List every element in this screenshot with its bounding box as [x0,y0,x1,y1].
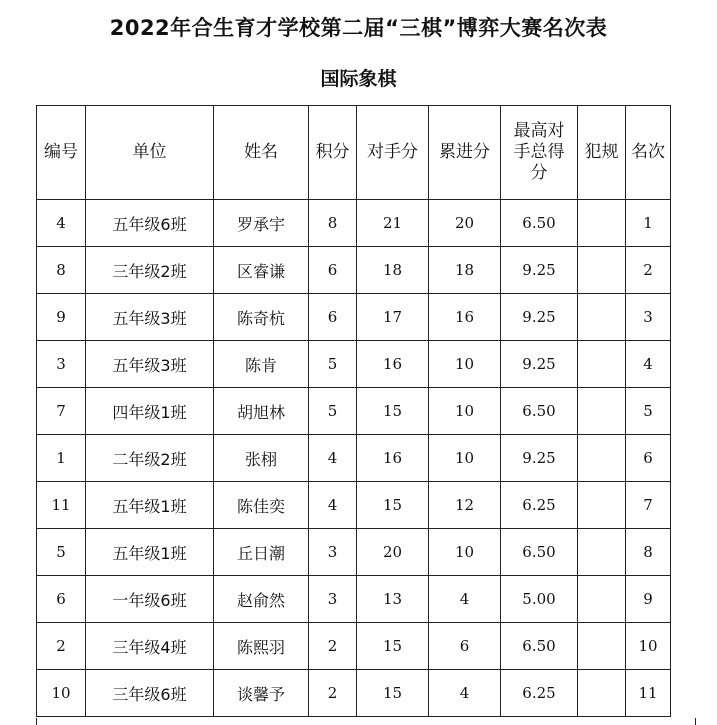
cell-unit: 三年级6班 [86,670,214,717]
cell-name: 罗承宇 [214,200,309,247]
cell-rank: 4 [626,341,671,388]
cell-opponent-score: 15 [357,670,429,717]
table-row [37,294,671,341]
header-fouls: 犯规 [578,106,626,200]
cell-fouls [578,576,626,623]
cell-opponent-score: 15 [357,388,429,435]
cell-unit: 二年级2班 [86,435,214,482]
cell-cumulative-score: 6 [429,623,501,670]
cell-points: 6 [309,247,357,294]
cell-fouls [578,482,626,529]
cell-cumulative-score: 10 [429,341,501,388]
cell-cumulative-score: 10 [429,388,501,435]
cell-number: 10 [37,670,86,717]
cell-name: 赵俞然 [214,576,309,623]
cell-unit: 三年级2班 [86,247,214,294]
cell-name: 胡旭林 [214,388,309,435]
cell-number: 7 [37,388,86,435]
cell-unit: 五年级1班 [86,482,214,529]
cell-number: 9 [37,294,86,341]
cell-points: 8 [309,200,357,247]
cell-cumulative-score: 4 [429,670,501,717]
table-row [37,388,671,435]
cell-unit: 五年级3班 [86,294,214,341]
cell-rank: 1 [626,200,671,247]
cell-unit: 三年级4班 [86,623,214,670]
cell-rank: 2 [626,247,671,294]
cell-opponent-score: 16 [357,341,429,388]
cell-name: 陈佳奕 [214,482,309,529]
cell-number: 4 [37,200,86,247]
cell-max-opponent-score: 6.50 [501,529,578,576]
cell-fouls [578,341,626,388]
cell-cumulative-score: 18 [429,247,501,294]
cell-name: 丘日潮 [214,529,309,576]
cell-fouls [578,247,626,294]
cell-name: 陈奇杭 [214,294,309,341]
cell-rank: 10 [626,623,671,670]
cell-points: 5 [309,388,357,435]
cell-opponent-score: 20 [357,529,429,576]
cell-number: 2 [37,623,86,670]
cell-rank: 11 [626,670,671,717]
cell-unit: 五年级6班 [86,200,214,247]
cell-number: 6 [37,576,86,623]
ranking-table [36,105,671,717]
cell-number: 8 [37,247,86,294]
cell-fouls [578,670,626,717]
cell-fouls [578,623,626,670]
cell-fouls [578,200,626,247]
header-points: 积分 [309,106,357,200]
cell-cumulative-score: 10 [429,529,501,576]
cell-fouls [578,435,626,482]
cell-opponent-score: 13 [357,576,429,623]
cell-unit: 四年级1班 [86,388,214,435]
cell-fouls [578,529,626,576]
table-row [37,341,671,388]
cell-opponent-score: 18 [357,247,429,294]
cell-max-opponent-score: 6.25 [501,670,578,717]
cell-fouls [578,388,626,435]
cell-rank: 9 [626,576,671,623]
header-rank: 名次 [626,106,671,200]
cell-points: 6 [309,294,357,341]
cell-max-opponent-score: 6.50 [501,623,578,670]
cell-name: 陈肯 [214,341,309,388]
cell-points: 3 [309,576,357,623]
cell-points: 2 [309,623,357,670]
cell-name: 谈馨予 [214,670,309,717]
cell-cumulative-score: 16 [429,294,501,341]
cell-opponent-score: 21 [357,200,429,247]
cell-points: 2 [309,670,357,717]
table-continuation [36,718,696,725]
table-row [37,482,671,529]
cell-max-opponent-score: 6.50 [501,200,578,247]
cell-number: 3 [37,341,86,388]
cell-name: 陈熙羽 [214,623,309,670]
cell-cumulative-score: 12 [429,482,501,529]
cell-max-opponent-score: 6.50 [501,388,578,435]
cell-rank: 7 [626,482,671,529]
cell-cumulative-score: 10 [429,435,501,482]
cell-unit: 五年级3班 [86,341,214,388]
cell-opponent-score: 17 [357,294,429,341]
cell-rank: 5 [626,388,671,435]
cell-rank: 6 [626,435,671,482]
table-row [37,529,671,576]
document-title: 2022年合生育才学校第二届“三棋”博弈大赛名次表 [109,16,608,40]
cell-number: 11 [37,482,86,529]
cell-cumulative-score: 20 [429,200,501,247]
cell-cumulative-score: 4 [429,576,501,623]
table-row [37,247,671,294]
header-number: 编号 [37,106,86,200]
cell-points: 4 [309,435,357,482]
cell-max-opponent-score: 9.25 [501,247,578,294]
cell-unit: 五年级1班 [86,529,214,576]
cell-name: 区睿谦 [214,247,309,294]
cell-rank: 8 [626,529,671,576]
cell-name: 张栩 [214,435,309,482]
cell-number: 1 [37,435,86,482]
cell-max-opponent-score: 9.25 [501,341,578,388]
cell-opponent-score: 16 [357,435,429,482]
cell-points: 4 [309,482,357,529]
table-row [37,576,671,623]
cell-rank: 3 [626,294,671,341]
cell-max-opponent-score: 6.25 [501,482,578,529]
cell-points: 3 [309,529,357,576]
header-unit: 单位 [86,106,214,200]
header-cumulative-score: 累进分 [429,106,501,200]
table-row [37,670,671,717]
header-max-opponent-score: 最高对手总得分 [501,106,578,200]
table-header-row [37,106,671,200]
cell-max-opponent-score: 9.25 [501,435,578,482]
table-row [37,200,671,247]
document-subtitle: 国际象棋 [320,68,397,90]
cell-number: 5 [37,529,86,576]
header-name: 姓名 [214,106,309,200]
cell-fouls [578,294,626,341]
header-opponent-score: 对手分 [357,106,429,200]
cell-points: 5 [309,341,357,388]
cell-max-opponent-score: 9.25 [501,294,578,341]
cell-max-opponent-score: 5.00 [501,576,578,623]
cell-unit: 一年级6班 [86,576,214,623]
table-row [37,435,671,482]
cell-opponent-score: 15 [357,623,429,670]
cell-opponent-score: 15 [357,482,429,529]
table-row [37,623,671,670]
